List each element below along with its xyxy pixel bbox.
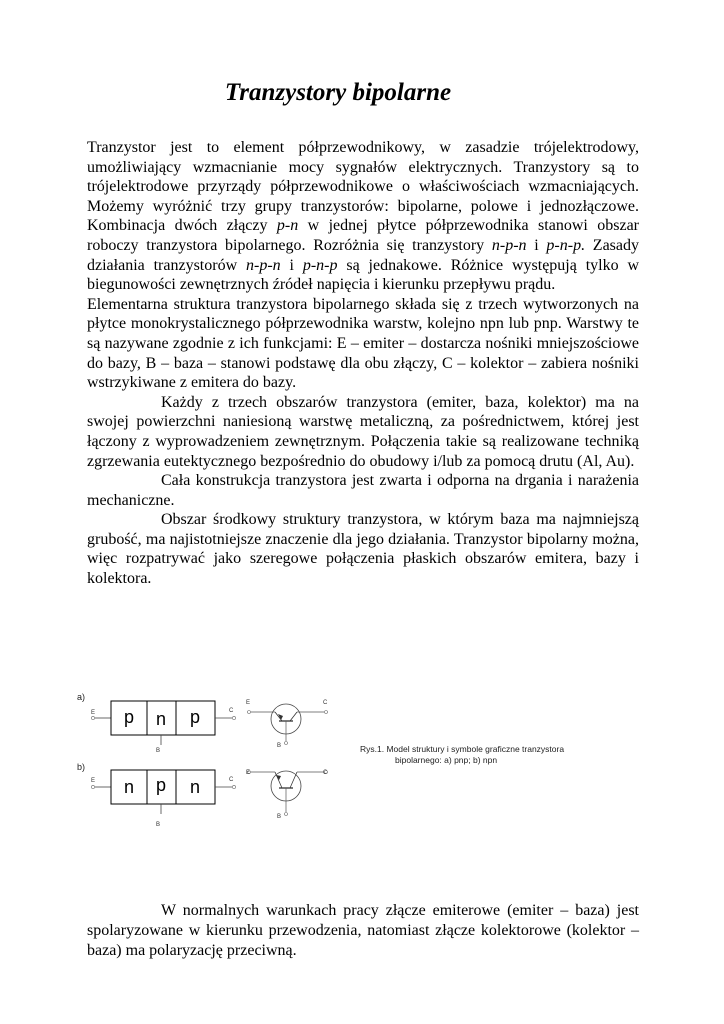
terminal-e-label: E — [91, 710, 96, 716]
terminal-b-label: B — [156, 748, 161, 754]
text-run: i — [280, 256, 303, 274]
terminal-c-label: C — [229, 777, 234, 783]
caption-line-2: bipolarnego: a) pnp; b) npn — [395, 755, 498, 765]
text-run: są jednakowe. Różnice występują tylko w biegunowości zewnętrznych źródeł napięcia i kierunku przepływu prądu. — [87, 256, 640, 294]
italic-term: n-p-n — [246, 256, 281, 274]
figure-label-a: a) — [77, 692, 86, 702]
npn-layer-base: p — [155, 775, 167, 795]
terminal-c-node — [232, 785, 235, 788]
symbol-b-node — [285, 742, 288, 745]
caption-line-1: Rys.1. Model struktury i symbole graficzne tranzystora — [360, 744, 565, 754]
symbol-c-node — [325, 711, 328, 714]
bottom-text — [87, 901, 639, 960]
symbol-collector — [290, 772, 297, 788]
npn-layer-emitter: n — [123, 777, 135, 797]
figure-label-b: b) — [77, 762, 86, 772]
symbol-c-label: C — [323, 700, 328, 706]
page-title-text: Tranzystory bipolarne — [224, 79, 452, 106]
paragraph-6: W normalnych warunkach pracy złącze emiterowe (emiter – baza) jest spolaryzowane w kierunku przewodzenia, natomiast złącze kolektorowe (kolektor – baza) ma polaryzację przeciwną. — [87, 902, 639, 959]
symbol-e-label: E — [246, 700, 251, 706]
paragraph-2: Elementarna struktura tranzystora bipolarnego składa się z trzech wytworzonych na płytce monokrystalicznego półprzewodnika warstw, kolejno npn lub pnp. Warstwy te są nazywane zgodnie z ich funkcjami: E – emiter – dostarcza nośniki mniejszościowe do bazy, B – baza – stanowi podstawę dla obu złączy, C – kolektor – zabiera nośniki wstrzykiwane z emitera do bazy. — [87, 295, 639, 392]
npn-layer-collector: n — [189, 777, 201, 797]
terminal-c-label: C — [229, 708, 234, 714]
symbol-c-label: C — [323, 770, 328, 776]
body-text — [87, 138, 639, 589]
symbol-e-node — [248, 711, 251, 714]
pnp-layer-emitter: p — [123, 707, 135, 727]
symbol-b-label: B — [277, 743, 282, 749]
symbol-b-label: B — [277, 814, 282, 820]
symbol-collector — [290, 712, 297, 721]
paragraph-1 — [87, 138, 639, 295]
paragraph-4: Cała konstrukcja tranzystora jest zwarta i odporna na drgania i narażenia mechaniczne. — [87, 472, 639, 509]
terminal-c-node — [232, 716, 235, 719]
text-run: i — [526, 236, 547, 254]
symbol-emitter — [275, 772, 282, 788]
symbol-e-label: E — [246, 770, 251, 776]
italic-term: p-n-p — [302, 256, 338, 274]
italic-term: n-p-n — [491, 236, 527, 254]
pnp-layer-collector: p — [189, 707, 201, 727]
text-run: w jednej płytce półprzewodnika stanowi obszar roboczy tranzystora bipolarnego. Rozróżnia się tranzystory — [87, 217, 639, 254]
page-title — [0, 79, 724, 107]
italic-term: p-n — [276, 217, 299, 235]
paragraph-5: Obszar środkowy struktury tranzystora, w którym baza ma najmniejszą grubość, ma najistotniejsze znaczenie dla jego działania. Tranzystor bipolarny można, więc rozpatrywać jako szeregowe połączenia płaskich obszarów emitera, bazy i kolektora. — [87, 511, 639, 588]
paragraph-3: Każdy z trzech obszarów tranzystora (emiter, baza, kolektor) ma na swojej powierzchni naniesioną warstwę metaliczną, za pośrednictwem, której jest łączony z wyprowadzeniem zewnętrznym. Połączenia takie są realizowane techniką zgrzewania eutektycznego bezpośrednio do obudowy i/lub za pomocą drutu (Al, Au). — [87, 393, 639, 470]
terminal-e-node — [91, 785, 94, 788]
italic-term: p-n-p. — [546, 236, 586, 254]
symbol-b-node — [285, 813, 288, 816]
terminal-b-label: B — [156, 822, 161, 828]
pnp-layer-base: n — [155, 709, 167, 729]
terminal-e-label: E — [91, 778, 96, 784]
figure-caption — [360, 744, 650, 766]
text-run: Zasady działania tranzystorów — [87, 236, 640, 274]
terminal-e-node — [91, 716, 94, 719]
text-run: Tranzystor jest to element półprzewodnikowy, w zasadzie trójelektrodowy, umożliwiający wzmacnianie mocy sygnałów elektrycznych. Tranzystory są to trójelektrodowe przyrządy półprzewodnikowe o właściwościach wzmacniających. Możemy wyróżnić trzy grupy tranzystorów: bipolarne, polowe i jednozłączowe. Kombinacja dwóch złączy — [87, 139, 639, 235]
